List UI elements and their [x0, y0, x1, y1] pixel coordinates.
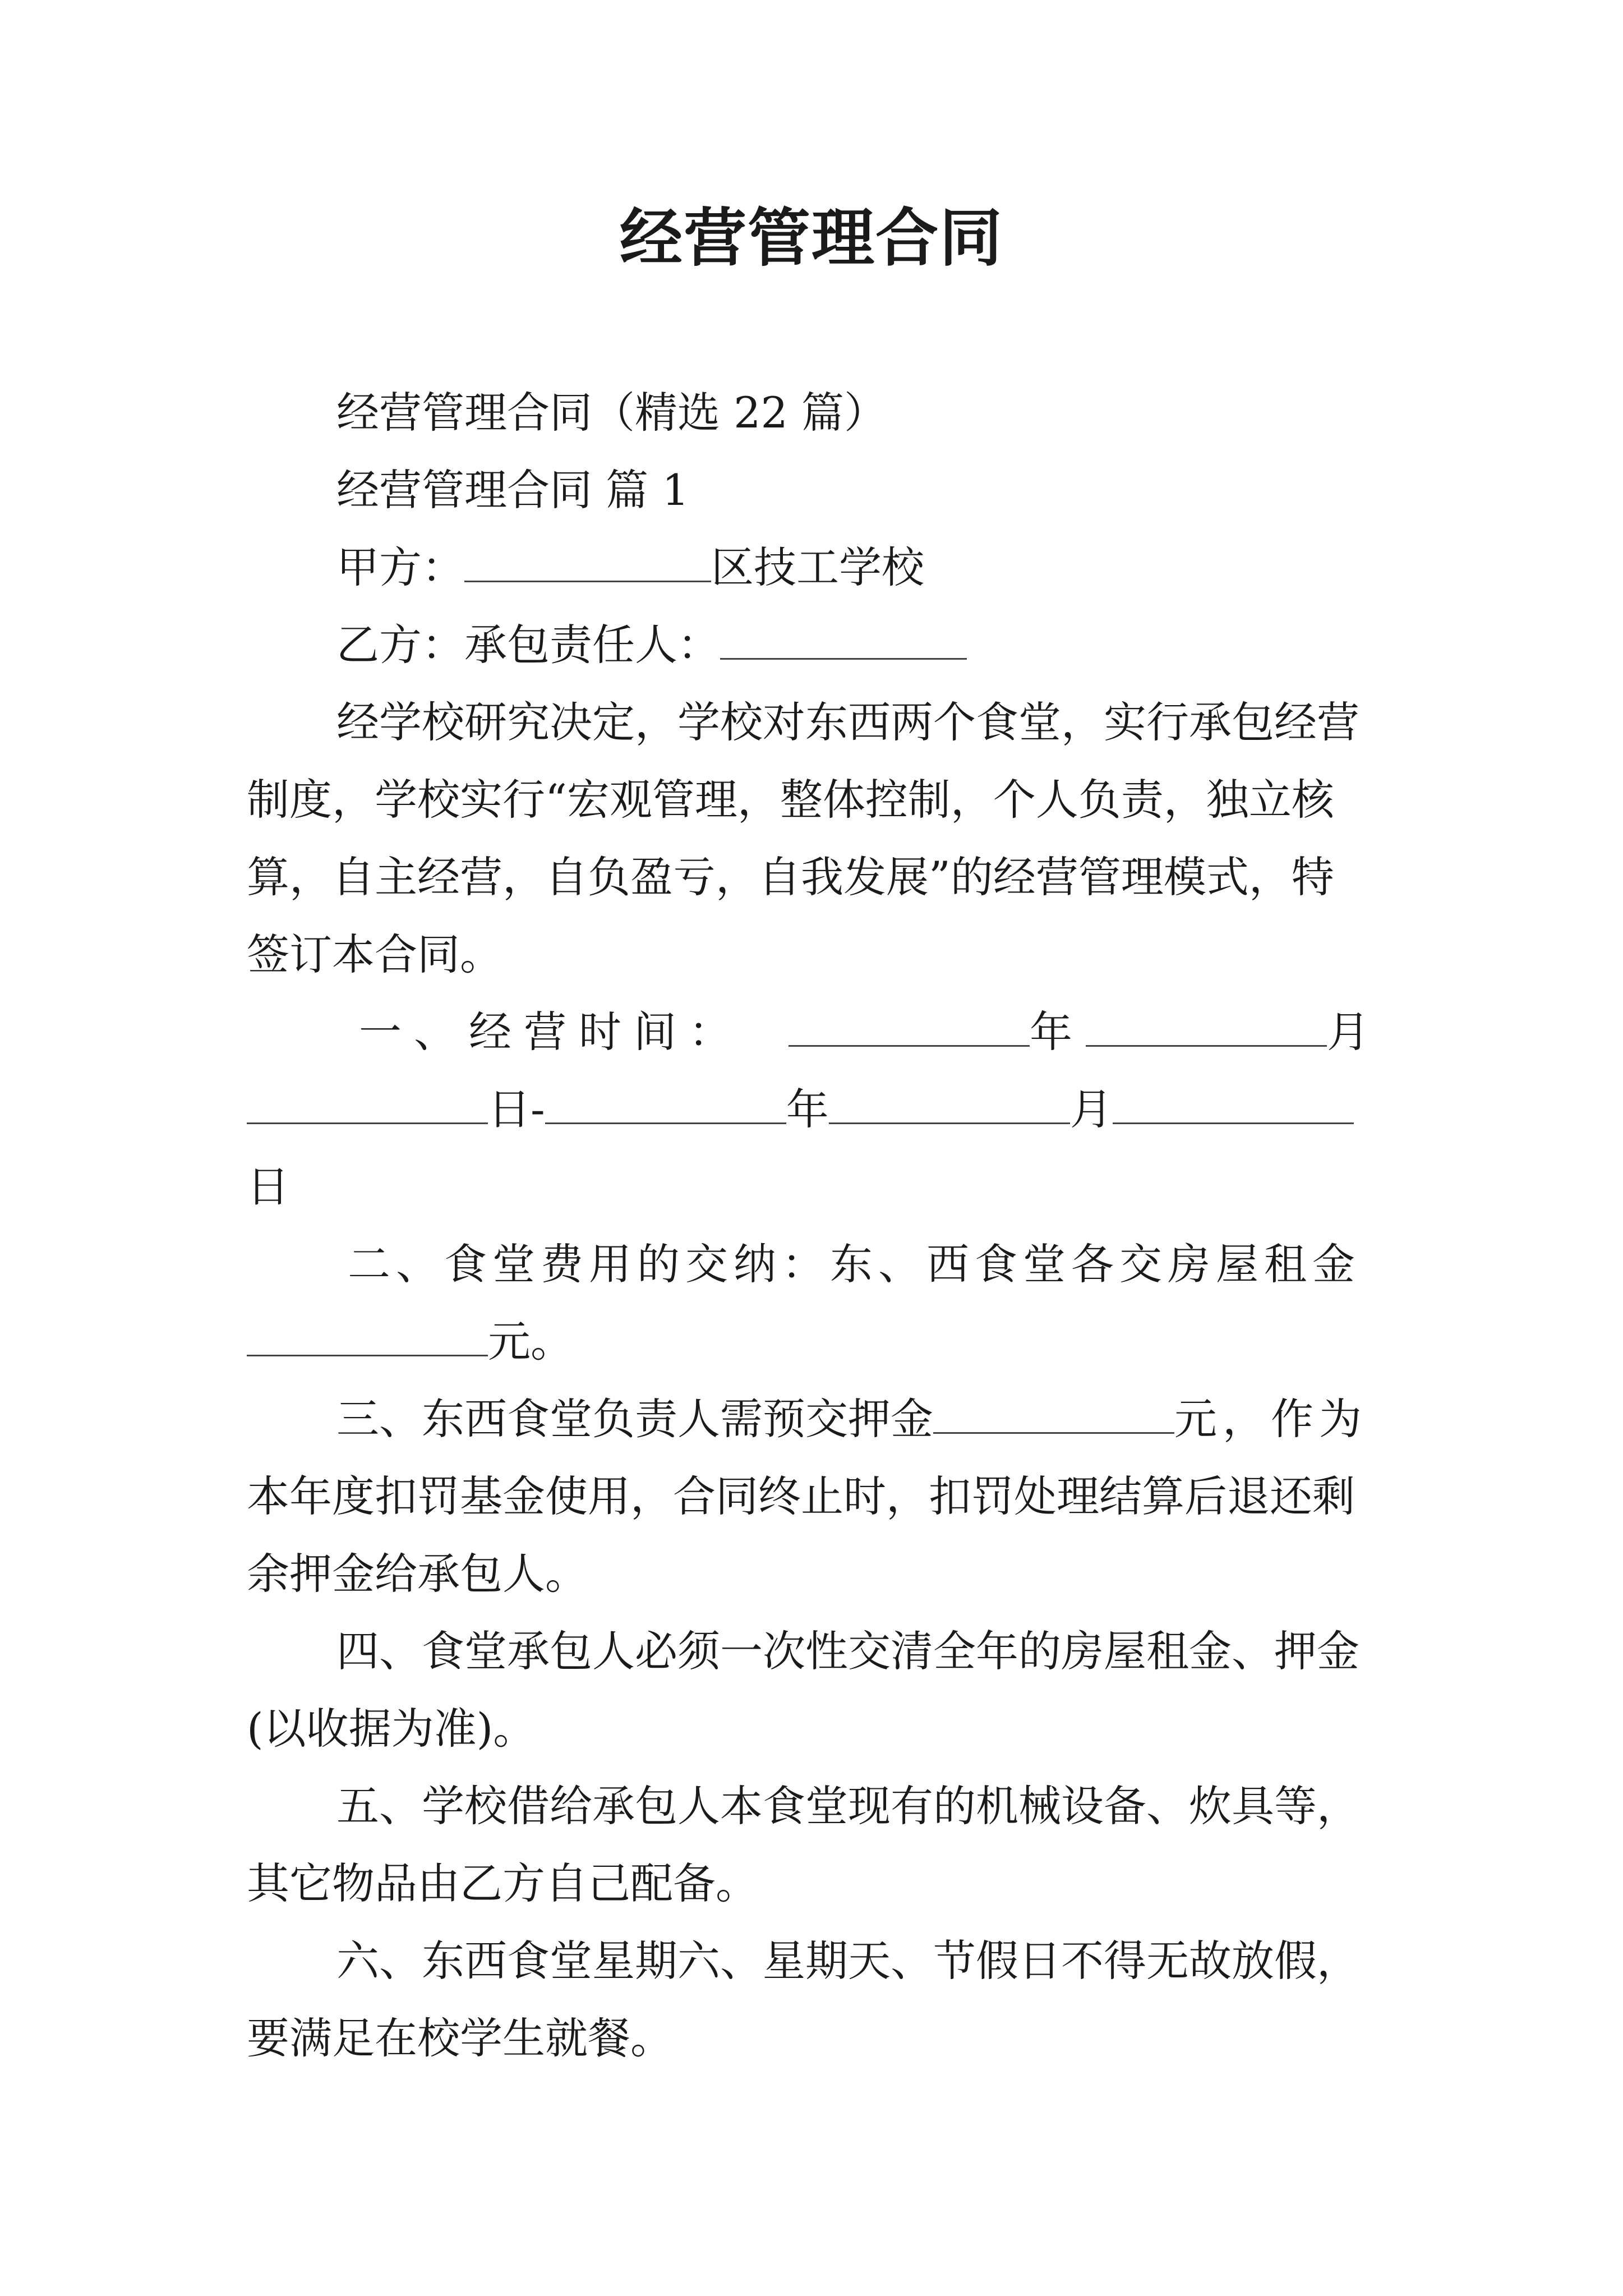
month-label: 月 [1327, 1007, 1370, 1057]
party-b-label: 乙方：承包责任人： [336, 620, 720, 670]
paragraph-line: 算，自主经营，自负盈亏，自我发展”的经营管理模式，特 [247, 852, 1334, 902]
clause-1-line-2 [247, 1078, 1391, 1141]
year2-blank [545, 1082, 786, 1124]
day-label: 日 [247, 1162, 289, 1212]
subtitle-line: 经营管理合同（精选 22 篇） [336, 388, 887, 438]
paragraph-line: 制度，学校实行“宏观管理，整体控制，个人负责，独立核 [247, 775, 1334, 825]
rent-blank [247, 1314, 488, 1356]
clause-4-line: 四、食堂承包人必须一次性交清全年的房屋租金、押金 [336, 1626, 1359, 1676]
paragraph-line: 本年度扣罚基金使用，合同终止时，扣罚处理结算后退还剩 [247, 1471, 1355, 1521]
document-title: 经营管理合同 [620, 201, 1003, 275]
paragraph-line: 其它物品由乙方自己配备。 [247, 1858, 758, 1908]
party-a-line [336, 536, 1481, 599]
section-heading: 经营管理合同 篇 1 [336, 465, 689, 515]
party-b-blank [720, 618, 967, 660]
rent-unit: 元。 [488, 1317, 573, 1366]
paragraph-line: 要满足在校学生就餐。 [247, 2013, 673, 2063]
year2-label: 年 [786, 1084, 829, 1134]
party-a-blank [464, 540, 711, 582]
clause-2-line: 二、食堂费用的交纳：东、西食堂各交房屋租金 [348, 1239, 1361, 1289]
day-dash-label: 日- [488, 1084, 545, 1134]
year-blank [789, 1005, 1030, 1047]
party-a-label: 甲方： [336, 542, 464, 592]
year-label: 年 [1030, 1007, 1072, 1057]
party-b-line [336, 614, 1481, 677]
day2-blank [1113, 1082, 1354, 1124]
day-blank [247, 1082, 488, 1124]
clause-1-heading: 一、经营时间： [359, 1007, 744, 1057]
paragraph-line: 余押金给承包人。 [247, 1549, 588, 1599]
party-a-value: 区技工学校 [711, 542, 924, 592]
month2-blank [829, 1082, 1070, 1124]
clause-6-line: 六、东西食堂星期六、星期天、节假日不得无故放假， [336, 1936, 1359, 1986]
month2-label: 月 [1069, 1084, 1113, 1134]
clause-2-line-2 [247, 1310, 1391, 1373]
month-blank [1086, 1005, 1327, 1047]
paragraph-line: 签订本合同。 [247, 930, 502, 979]
paragraph-line: 经学校研究决定，学校对东西两个食堂，实行承包经营 [336, 697, 1359, 747]
clause-1-line [359, 1001, 1391, 1064]
deposit-blank [933, 1392, 1174, 1434]
clause-3-text: 三、东西食堂负责人需预交押金 [336, 1394, 933, 1444]
clause-3-line [336, 1388, 1391, 1451]
clause-5-line: 五、学校借给承包人本食堂现有的机械设备、炊具等， [336, 1781, 1359, 1831]
paragraph-line: (以收据为准)。 [247, 1704, 536, 1754]
deposit-unit: 元，作为 [1174, 1394, 1367, 1444]
